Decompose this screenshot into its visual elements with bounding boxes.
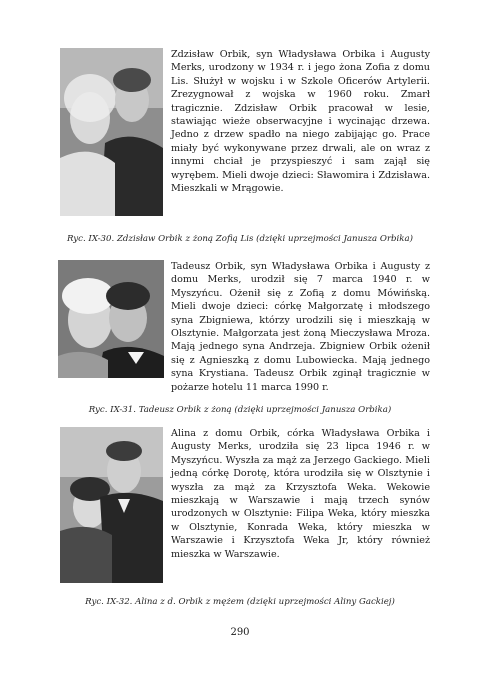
- portrait-image: [60, 427, 163, 583]
- figure-caption: Ryc. IX-32. Alina z d. Orbik z mężem (dzięki uprzejmości Aliny Gackiej): [85, 597, 395, 607]
- biography-text: Alina z domu Orbik, córka Władysława Orbika i Augusty Merks, urodziła się 23 lipca 1946 r. w Myszyńcu. Wyszła za mąż za Jerzego Gackiego. Mieli jedną córkę Dorotę, która urodziła się w Olsztynie i wyszła za mąż za Krzysztofa Weka. Wekowie mieszkają w Warszawie i mają trzech synów urodzonych w Olsztynie: Filipa Weka, który mieszka w Olsztynie, Konrada Weka, który mieszka w Warszawie i Krzysztofa Weka Jr, który również mieszka w Warszawie.: [171, 428, 430, 560]
- entry-2: [60, 260, 430, 393]
- photo-zdzislaw-orbik-with-wife: [60, 48, 163, 216]
- entry-1: [60, 48, 430, 216]
- biography-text: Tadeusz Orbik, syn Władysława Orbika i Augusty z domu Merks, urodził się 7 marca 1940 r. w Myszyńcu. Ożenił się z Zofią z domu Mówińską. Mieli dwoje dzieci: córkę Małgorzatę i młodszego syna Zbigniewa, którzy urodzili się i mieszkają w Olsztynie. Małgorzata jest żoną Mieczysława Mroza. Mają jednego syna Andrzeja. Zbigniew Orbik ożenił się z Agnieszką z domu Lubowiecka. Mają jednego syna Krystiana. Tadeusz Orbik zginął tragicznie w pożarze hotelu 11 marca 1990 r.: [171, 261, 430, 393]
- page-number: 290: [230, 627, 250, 638]
- portrait-image: [60, 48, 163, 216]
- photo-tadeusz-orbik-with-wife: [58, 260, 164, 378]
- figure-caption: Ryc. IX-30. Zdzisław Orbik z żoną Zofią Lis (dzięki uprzejmości Janusza Orbika): [66, 234, 413, 244]
- biography-text: Zdzisław Orbik, syn Władysława Orbika i Augusty Merks, urodzony w 1934 r. i jego żona Zofia z domu Lis. Służył w wojsku i w Szkole Oficerów Artylerii. Zrezygnował z wojska w 1960 roku. Zmarł tragicznie. Zdzisław Orbik pracował w lesie, stawiając wieże obserwacyjne i wycinając drzewa. Jedno z drzew spadło na niego zabijając go. Prace miały być wykonywane przez drwali, ale on wraz z innymi chciał je przyspieszyć i sam zajął się wyrębem. Mieli dwoje dzieci: Sławomira i Zdzisława. Mieszkali w Mrągowie.: [171, 49, 430, 195]
- figure-caption: Ryc. IX-31. Tadeusz Orbik z żoną (dzięki uprzejmości Janusza Orbika): [88, 405, 392, 415]
- photo-alina-orbik-with-husband: [60, 427, 163, 583]
- entry-3: [60, 427, 430, 583]
- portrait-image: [58, 260, 164, 378]
